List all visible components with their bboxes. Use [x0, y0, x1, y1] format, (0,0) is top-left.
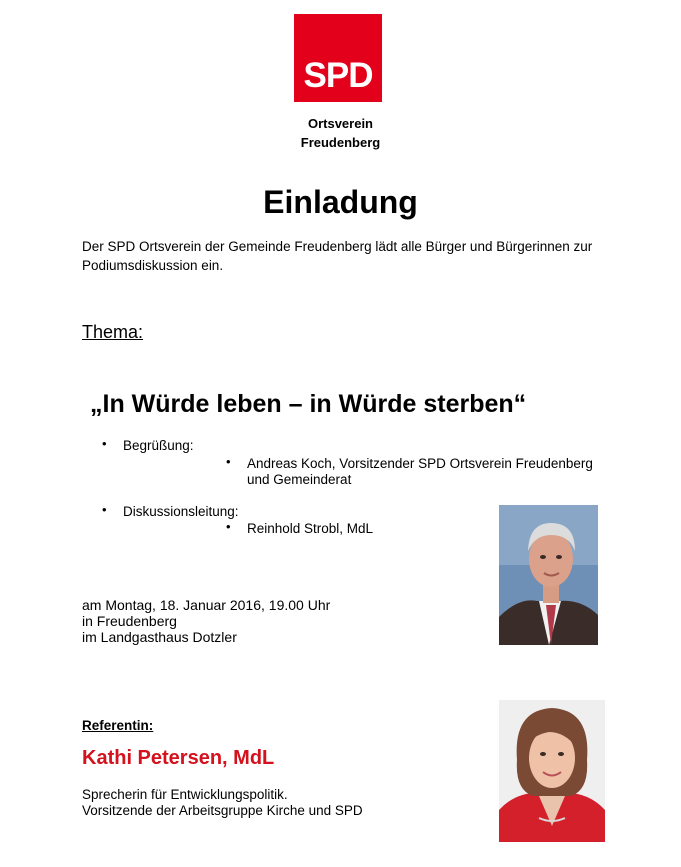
bullet-icon: •: [226, 454, 231, 469]
bullet-icon: •: [102, 436, 107, 451]
event-place: in Freudenberg: [82, 613, 177, 629]
speaker-description: [82, 787, 363, 819]
speaker-role1: Sprecherin für Entwicklungspolitik.: [82, 787, 288, 802]
event-date: am Montag, 18. Januar 2016, 19.00 Uhr: [82, 597, 331, 613]
bullet-icon: •: [226, 519, 231, 534]
topic-label: Thema:: [82, 322, 144, 342]
intro-line1: Der SPD Ortsverein der Gemeinde Freudenberg lädt alle Bürger und Bürgerinnen zur: [82, 239, 593, 254]
event-venue: im Landgasthaus Dotzler: [82, 629, 237, 645]
page-title: Einladung: [263, 184, 418, 220]
logo-text: SPD: [303, 56, 373, 95]
speaker-name: Kathi Petersen, MdL: [82, 747, 275, 769]
org-name-line1: Ortsverein: [307, 116, 374, 131]
speaker-photo: [499, 700, 605, 842]
moderation-label: Diskussionsleitung:: [123, 504, 239, 519]
greeting-line1: Andreas Koch, Vorsitzender SPD Ortsverein Freudenberg: [247, 456, 593, 471]
speaker-role2: Vorsitzende der Arbeitsgruppe Kirche und SPD: [82, 803, 363, 818]
org-name-line2: Freudenberg: [300, 135, 381, 150]
speaker-label: Referentin:: [82, 718, 154, 733]
moderator-photo: [499, 505, 598, 645]
bullet-icon: •: [102, 502, 107, 517]
intro-text: [82, 237, 622, 275]
greeting-label: Begrüßung:: [123, 438, 194, 453]
spd-logo: [294, 14, 382, 102]
greeting-line2: und Gemeinderat: [247, 472, 352, 487]
intro-line2: Podiumsdiskussion ein.: [82, 258, 224, 273]
moderation-name: Reinhold Strobl, MdL: [247, 521, 374, 536]
topic-title: „In Würde leben – in Würde sterben“: [90, 390, 527, 418]
